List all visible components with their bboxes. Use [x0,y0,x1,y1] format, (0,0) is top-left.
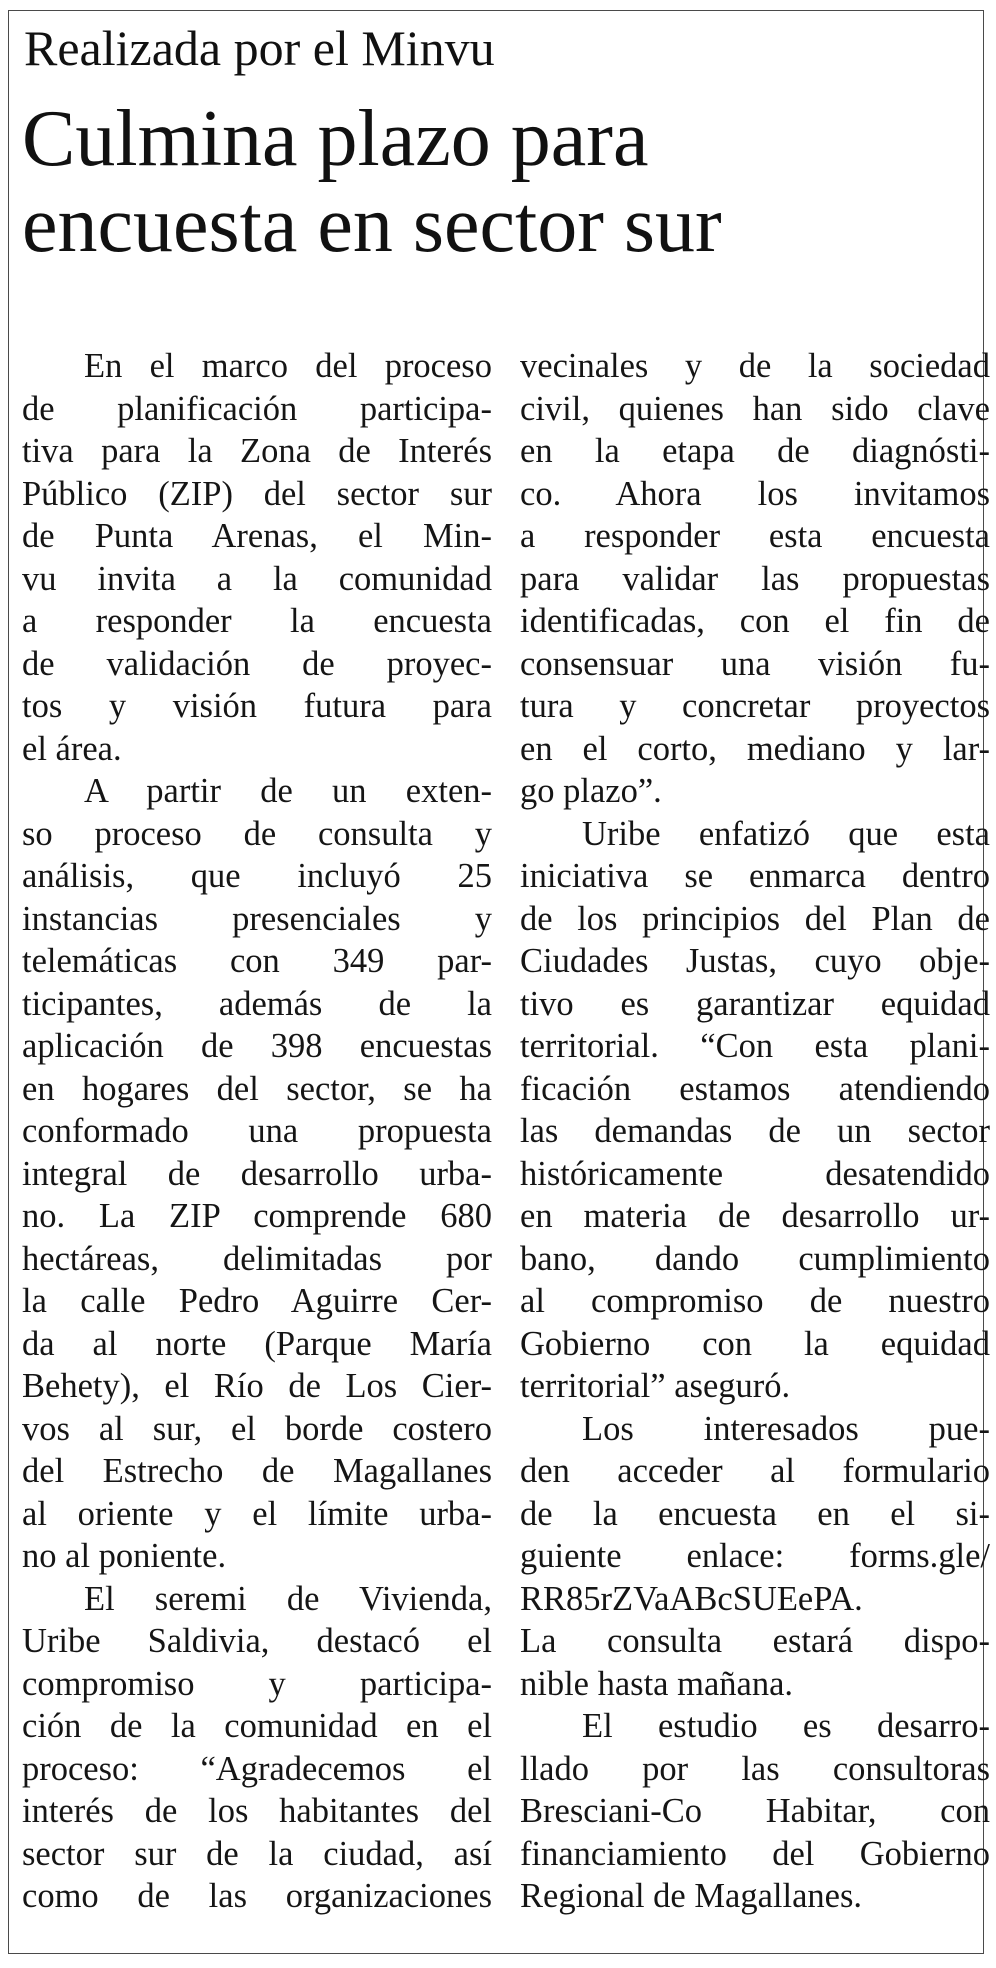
text-line: la calle Pedro Aguirre Cer- [22,1282,492,1320]
text-line: instancias presenciales y [22,899,492,938]
text-line: históricamente desatendido [520,1154,990,1193]
text-line: aplicación de 398 encuestas [22,1027,492,1065]
text-line: análisis, que incluyó 25 [22,857,492,895]
text-line: no. La ZIP comprende 680 [22,1197,492,1235]
text-line: sector sur de la ciudad, así [22,1834,492,1873]
text-line: de validación de proyec- [22,644,492,683]
article-column-left [22,345,492,1918]
text-line: A partir de un exten- [84,772,492,810]
text-line: so proceso de consulta y [22,814,492,853]
text-line: en hogares del sector, se ha [22,1069,492,1108]
text-line: da al norte (Parque María [22,1324,492,1363]
headline-line-1: Culmina plazo para [22,95,649,183]
text-line: financiamiento del Gobierno [520,1834,990,1873]
text-line: El estudio es desarro- [582,1707,990,1745]
text-line: del Estrecho de Magallanes [22,1452,492,1490]
text-line: La consulta estará dispo- [520,1622,990,1660]
text-line: de los principios del Plan de [520,899,990,938]
text-line: RR85rZVaABcSUEePA. [520,1579,863,1618]
text-line: telemáticas con 349 par- [22,942,492,980]
text-line: el área. [22,729,122,768]
text-line: proceso: “Agradecemos el [22,1749,492,1788]
text-line: go plazo”. [520,772,662,810]
article-kicker: Realizada por el Minvu [24,20,495,76]
text-line: las demandas de un sector [520,1112,990,1150]
text-line: tos y visión futura para [22,687,492,725]
text-line: Ciudades Justas, cuyo obje- [520,942,990,980]
text-line: nible hasta mañana. [520,1664,794,1703]
text-line: al compromiso de nuestro [520,1282,990,1320]
text-line: territorial. “Con esta plani- [520,1027,990,1065]
text-line: no al poniente. [22,1537,227,1575]
text-line: en el corto, mediano y lar- [520,729,990,768]
text-line: den acceder al formulario [520,1452,990,1490]
text-line: a responder la encuesta [22,602,492,640]
text-line: hectáreas, delimitadas por [22,1239,492,1278]
text-line: territorial” aseguró. [520,1367,791,1405]
text-line: guiente enlace: forms.gle/ [520,1537,990,1575]
text-line: Público (ZIP) del sector sur [22,474,492,513]
text-line: identificadas, con el fin de [520,602,990,640]
text-line: Regional de Magallanes. [520,1877,863,1915]
text-line: tura y concretar proyectos [520,687,990,725]
text-line: ticipantes, además de la [22,984,492,1023]
text-line: Bresciani-Co Habitar, con [520,1792,990,1830]
text-line: para validar las propuestas [520,559,990,598]
text-line: vu invita a la comunidad [22,559,492,598]
text-line: a responder esta encuesta [520,517,990,555]
text-line: llado por las consultoras [520,1749,990,1788]
text-line: bano, dando cumplimiento [520,1239,990,1278]
text-line: conformado una propuesta [22,1112,492,1150]
text-line: Gobierno con la equidad [520,1324,990,1363]
text-line: Los interesados pue- [582,1409,990,1448]
text-line: integral de desarrollo urba- [22,1154,492,1193]
text-line: como de las organizaciones [22,1877,492,1915]
text-line: El seremi de Vivienda, [84,1579,492,1618]
text-line: En el marco del proceso [84,347,492,385]
headline-line-2: encuesta en sector sur [22,181,722,269]
text-line: tivo es garantizar equidad [520,984,990,1023]
article-headline [22,96,722,268]
text-line: consensuar una visión fu- [520,644,990,683]
text-line: Uribe Saldivia, destacó el [22,1622,492,1660]
text-line: Behety), el Río de Los Cier- [22,1367,492,1405]
text-line: co. Ahora los invitamos [520,474,990,513]
text-line: interés de los habitantes del [22,1792,492,1830]
text-line: de Punta Arenas, el Min- [22,517,492,555]
text-line: vecinales y de la sociedad [520,347,990,385]
article-column-right [520,345,990,1918]
text-line: en la etapa de diagnósti- [520,432,990,470]
text-line: vos al sur, el borde costero [22,1409,492,1448]
text-line: ción de la comunidad en el [22,1707,492,1745]
text-line: compromiso y participa- [22,1664,492,1703]
text-line: iniciativa se enmarca dentro [520,857,990,895]
text-line: tiva para la Zona de Interés [22,432,492,470]
text-line: de la encuesta en el si- [520,1494,990,1533]
text-line: de planificación participa- [22,389,492,428]
text-line: ficación estamos atendiendo [520,1069,990,1108]
text-line: Uribe enfatizó que esta [582,814,990,853]
text-line: civil, quienes han sido clave [520,389,990,428]
text-line: al oriente y el límite urba- [22,1494,492,1533]
text-line: en materia de desarrollo ur- [520,1197,990,1235]
